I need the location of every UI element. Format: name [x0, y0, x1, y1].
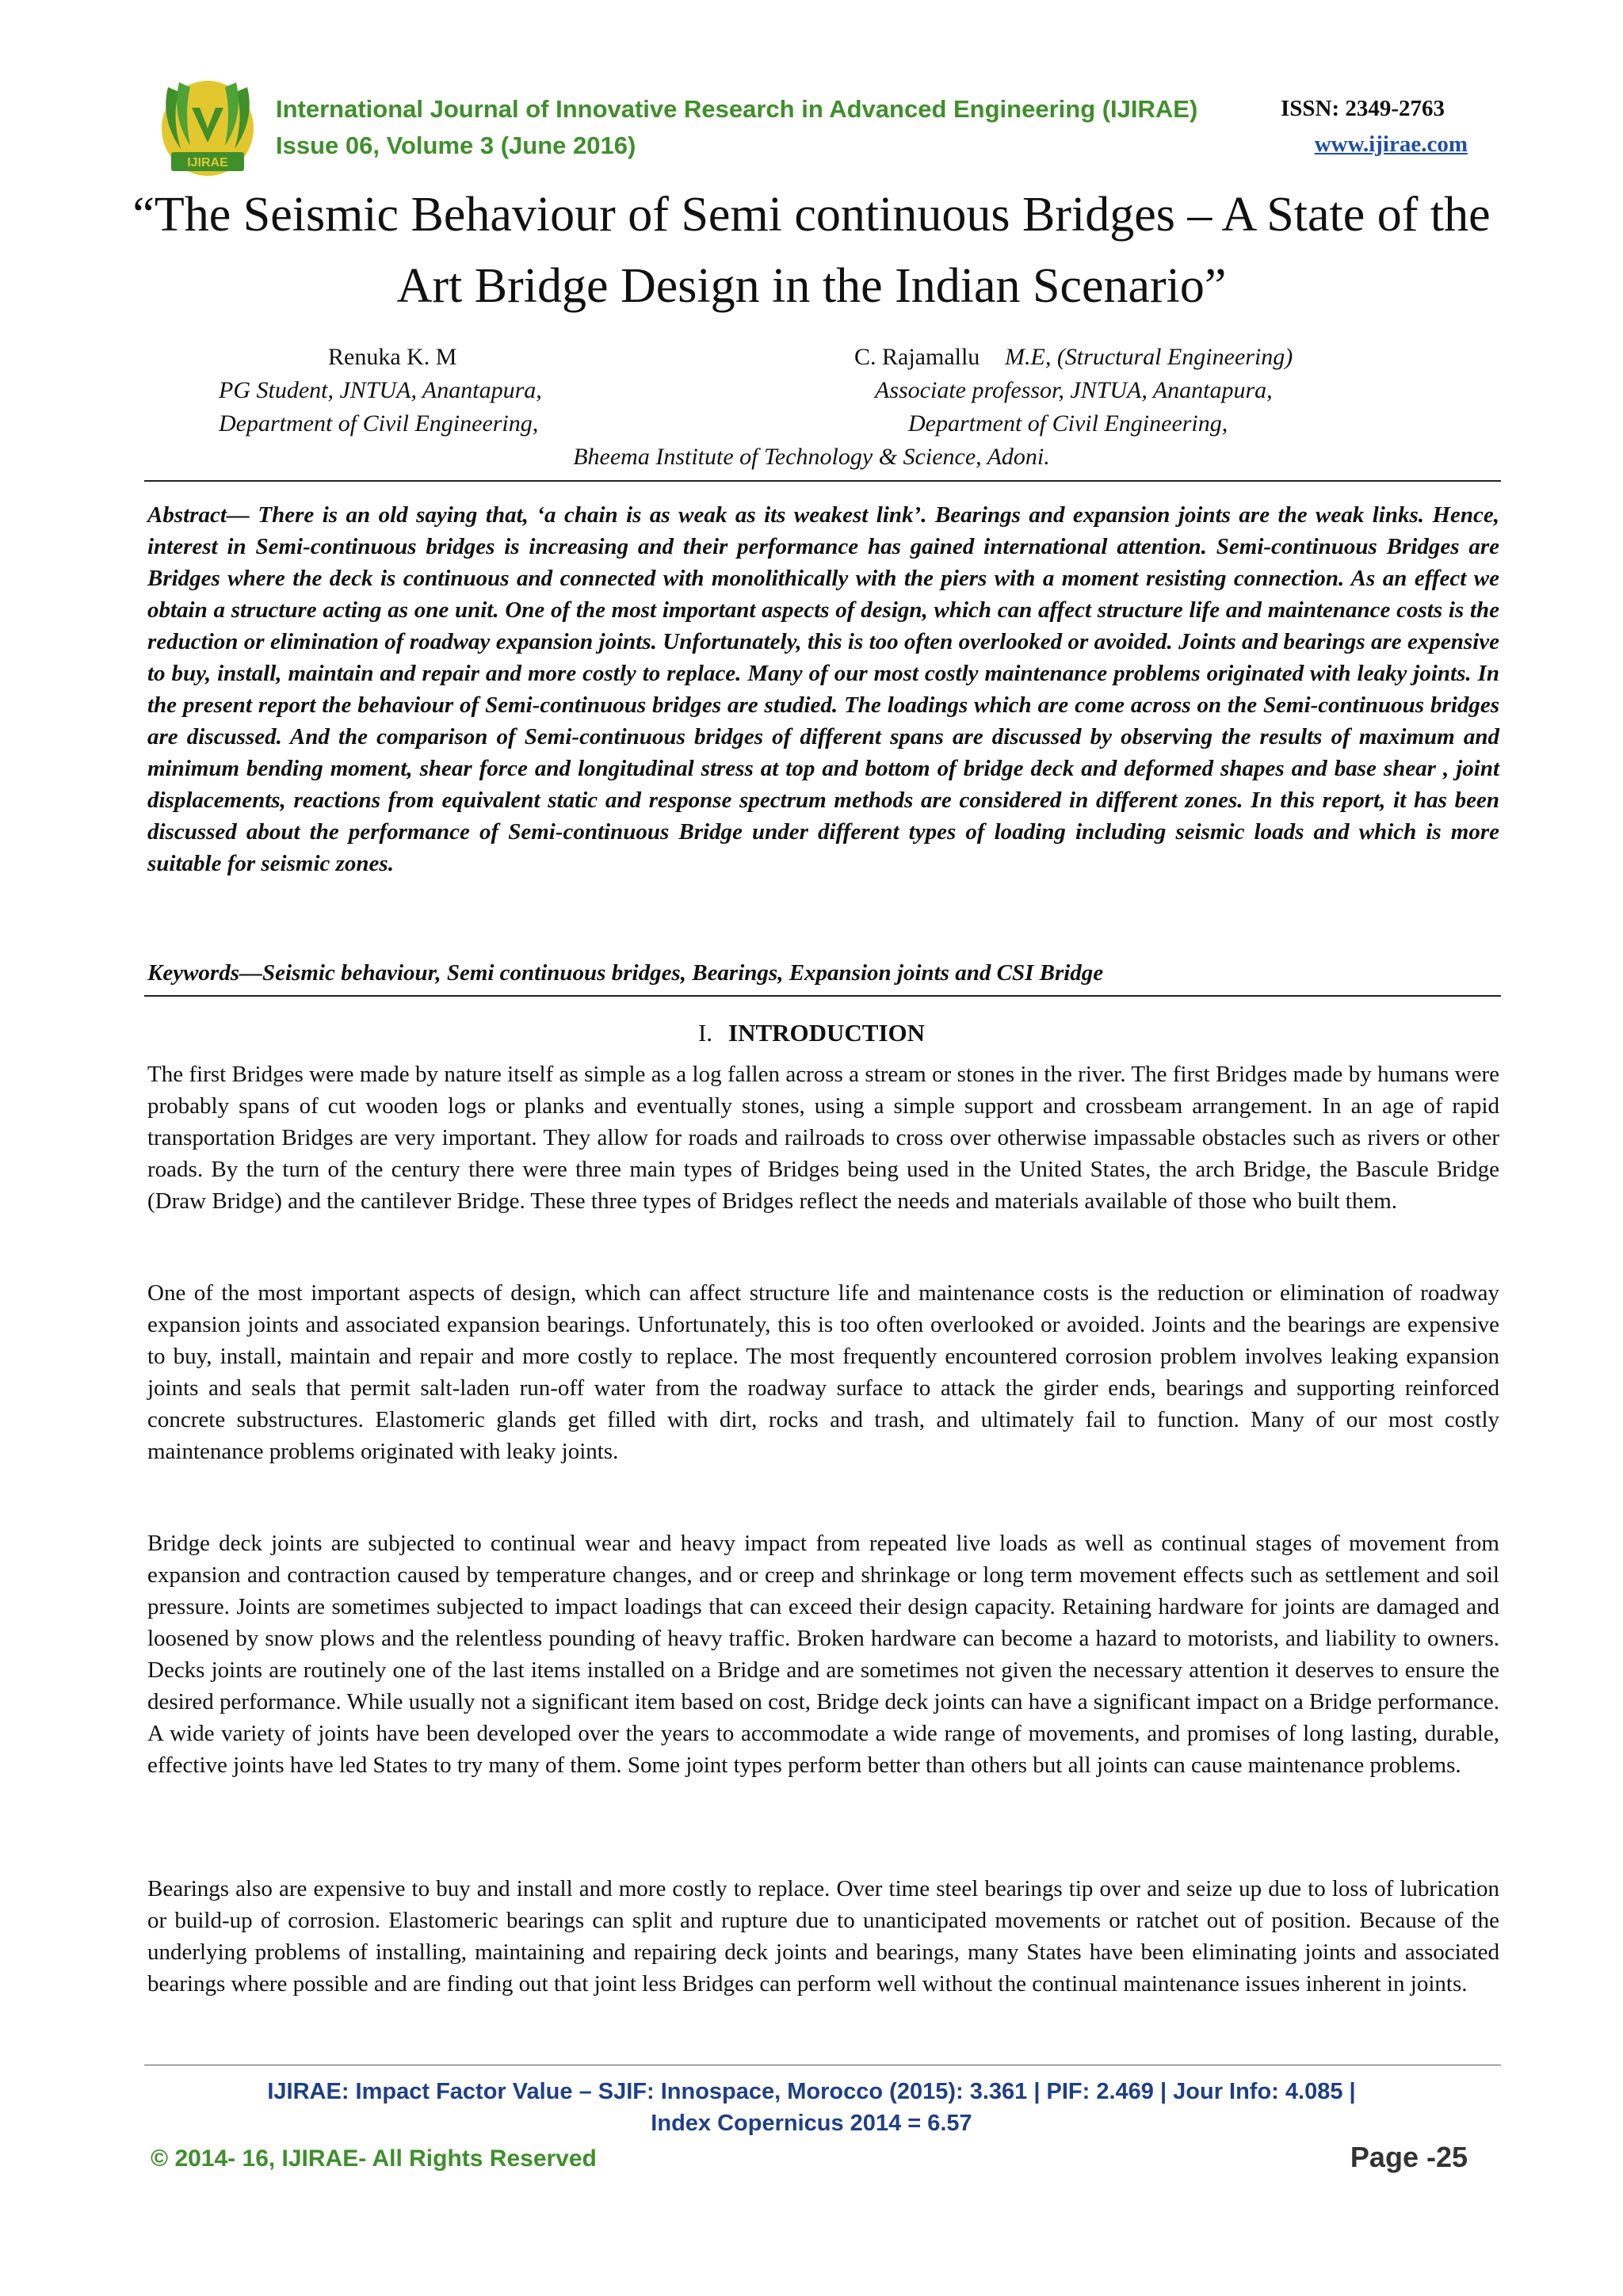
copyright: © 2014- 16, IJIRAE- All Rights Reserved: [151, 2145, 597, 2172]
journal-name: International Journal of Innovative Research in Advanced Engineering (IJIRAE): [276, 95, 1198, 123]
author2-name: C. Rajamallu: [854, 344, 980, 370]
author2-department: Department of Civil Engineering,: [908, 410, 1228, 437]
website-link[interactable]: www.ijirae.com: [1314, 132, 1468, 157]
footer-index-copernicus: Index Copernicus 2014 = 6.57: [651, 2111, 972, 2136]
institute: Bheema Institute of Technology & Science, Adoni.: [573, 444, 1050, 470]
author1-role: PG Student, JNTUA, Anantapura,: [219, 377, 542, 403]
author1-name: Renuka K. M: [328, 344, 457, 370]
abstract: Abstract— There is an old saying that, ‘a chain is as weak as its weakest link’. Bearings and expansion joints are the weak links. Hence, interest in Semi-continuous bridges is increasing and their performance has gained international attention. Semi-continuous Bridges are Bridges where the deck is continuous and connected with monolithically with the piers with a moment resisting connection. As an effect we obtain a structure acting as one unit. One of the most important aspects of design, which can affect structure life and maintenance costs is the reduction or elimination of roadway expansion joints. Unfortunately, this is too often overlooked or avoided. Joints and bearings are expensive to buy, install, maintain and repair and more costly to replace. Many of our most costly maintenance problems originated with leaky joints. In the present report the behaviour of Semi-continuous bridges are studied. The loadings which are come across on the Semi-continuous bridges are discussed. And the comparison of Semi-continuous bridges of different spans are discussed by observing the results of maximum and minimum bending moment, shear force and longitudinal stress at top and bottom of bridge deck and deformed shapes and base shear , joint displacements, reactions from equivalent static and response spectrum methods are considered in different zones. In this report, it has been discussed about the performance of Semi-continuous Bridge under different types of loading including seismic loads and which is more suitable for seismic zones.: [147, 502, 1499, 876]
footer-impact-factor: IJIRAE: Impact Factor Value – SJIF: Innospace, Morocco (2015): 3.361 | PIF: 2.469 | Jour Info: 4.085 |: [267, 2079, 1356, 2104]
section-heading: [119, 1016, 1504, 1051]
paragraph: One of the most important aspects of design, which can affect structure life and maintenance costs is the reduction or elimination of roadway expansion joints and associated expansion bearings. Unfortunately, this is too often overlooked or avoided. Joints and the bearings are expensive to buy, install, maintain and repair and more costly to replace. The most frequently encountered corrosion problem involves leaking expansion joints and seals that permit salt-laden run-off water from the roadway surface to attack the girder ends, bearings and supporting reinforced concrete substructures. Elastomeric glands get filled with dirt, rocks and trash, and ultimately fail to function. Many of our most costly maintenance problems originated with leaky joints.: [147, 1280, 1499, 1464]
page-number: Page -25: [1350, 2141, 1468, 2173]
paragraph: Bearings also are expensive to buy and install and more costly to replace. Over time steel bearings tip over and seize up due to loss of lubrication or build-up of corrosion. Elastomeric bearings can split and rupture due to unanticipated movements or ratchet out of position. Because of the underlying problems of installing, maintaining and repairing deck joints and bearings, many States have been eliminating joints and associated bearings where possible and are finding out that joint less Bridges can perform well without the continual maintenance issues inherent in joints.: [147, 1876, 1499, 1997]
logo-text: IJIRAE: [187, 156, 228, 170]
paper-title: “The Seismic Behaviour of Semi continuous Bridges – A State of the Art Bridge Design in the Indian Scenario”: [132, 188, 1491, 313]
divider-top: [144, 480, 1501, 482]
section-number: I.: [697, 1019, 713, 1047]
author2-credentials: M.E, (Structural Engineering): [1005, 344, 1293, 370]
author2-role: Associate professor, JNTUA, Anantapura,: [875, 377, 1273, 403]
divider-keywords: [144, 995, 1501, 997]
issue-info: Issue 06, Volume 3 (June 2016): [276, 132, 636, 159]
journal-logo: [144, 63, 271, 182]
paragraph: Bridge deck joints are subjected to continual wear and heavy impact from repeated live loads as well as continual stages of movement from expansion and contraction caused by temperature changes, and or creep and shrinkage or long term movement effects such as settlement and soil pressure. Joints are sometimes subjected to impact loadings that can exceed their design capacity. Retaining hardware for joints are damaged and loosened by snow plows and the relentless pounding of heavy traffic. Broken hardware can become a hazard to motorists, and liability to owners. Decks joints are routinely one of the last items installed on a Bridge and are sometimes not given the necessary attention it deserves to ensure the desired performance. While usually not a significant item based on cost, Bridge deck joints can have a significant impact on a Bridge performance. A wide variety of joints have been developed over the years to accommodate a wide range of movements, and promises of long lasting, durable, effective joints have led States to try many of them. Some joint types perform better than others but all joints can cause maintenance problems.: [147, 1531, 1499, 1778]
section-title: INTRODUCTION: [728, 1019, 926, 1047]
issn: ISSN: 2349-2763: [1281, 96, 1445, 121]
keywords: Keywords—Seismic behaviour, Semi continuous bridges, Bearings, Expansion joints and CSI Bridge: [147, 960, 1104, 986]
author1-department: Department of Civil Engineering,: [219, 410, 539, 437]
paragraph: The first Bridges were made by nature itself as simple as a log fallen across a stream or stones in the river. The first Bridges made by humans were probably spans of cut wooden logs or planks and eventually stones, using a simple support and crossbeam arrangement. In an age of rapid transportation Bridges are very important. They allow for roads and railroads to cross over otherwise impassable obstacles such as rivers or other roads. By the turn of the century there were three main types of Bridges being used in the United States, the arch Bridge, the Bascule Bridge (Draw Bridge) and the cantilever Bridge. These three types of Bridges reflect the needs and materials available of those who built them.: [147, 1062, 1499, 1214]
